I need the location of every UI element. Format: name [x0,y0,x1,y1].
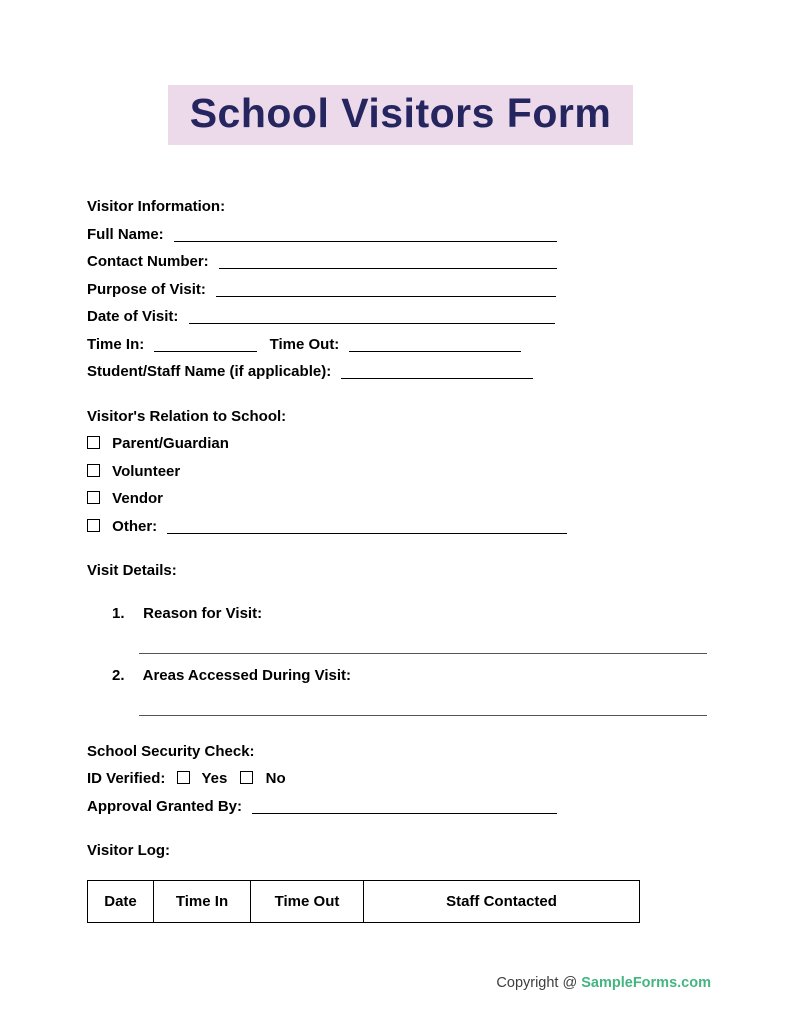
time-in-blank-line[interactable] [154,350,257,352]
student-staff-row [87,358,711,386]
form-content [87,193,711,923]
time-row [87,331,711,359]
purpose-of-visit-row [87,276,711,304]
footer [496,975,711,991]
column-header-date: Date [88,880,154,922]
id-verified-label: ID Verified: [87,770,166,787]
reason-for-visit-label: Reason for Visit: [143,604,263,622]
column-header-time-in: Time In [154,880,251,922]
id-verified-yes-checkbox-icon[interactable] [177,771,190,784]
id-verified-row [87,765,711,793]
date-of-visit-blank-line[interactable] [189,322,555,324]
purpose-of-visit-label: Purpose of Visit: [87,280,206,298]
id-verified-yes-label: Yes [201,770,228,787]
relation-option-volunteer [87,458,711,486]
full-name-blank-line[interactable] [174,240,557,242]
volunteer-label: Volunteer [112,462,181,480]
full-name-row [87,221,711,249]
item-1-number: 1. [112,604,125,622]
areas-accessed-label: Areas Accessed During Visit: [142,666,352,684]
other-label: Other: [112,517,158,535]
areas-accessed-blank-line[interactable] [139,714,707,716]
reason-for-visit-blank-line[interactable] [139,652,707,654]
page-title: School Visitors Form [168,85,634,145]
title-section [0,85,801,145]
student-staff-blank-line[interactable] [341,377,533,379]
id-verified-no-label: No [265,770,286,787]
approval-granted-label: Approval Granted By: [87,797,243,815]
date-of-visit-row [87,303,711,331]
time-out-blank-line[interactable] [349,350,521,352]
approval-granted-blank-line[interactable] [252,812,557,814]
approval-row [87,793,711,821]
visit-details-item-2 [87,662,711,690]
full-name-label: Full Name: [87,225,164,243]
visitor-log-table [87,880,640,923]
id-verified-no-checkbox-icon[interactable] [240,771,253,784]
relation-heading: Visitor's Relation to School: [87,407,287,425]
purpose-of-visit-blank-line[interactable] [216,295,556,297]
student-staff-label: Student/Staff Name (if applicable): [87,363,332,380]
sampleforms-link[interactable]: SampleForms.com [581,975,711,991]
relation-option-other [87,513,711,541]
security-heading: School Security Check: [87,742,255,760]
contact-number-row [87,248,711,276]
vendor-label: Vendor [112,490,164,507]
visitor-log-heading: Visitor Log: [87,842,171,859]
parent-guardian-checkbox-icon[interactable] [87,436,100,449]
vendor-checkbox-icon[interactable] [87,491,100,504]
visitor-log-header-row [88,880,640,922]
contact-number-label: Contact Number: [87,253,209,270]
time-in-label: Time In: [87,335,145,353]
visit-details-item-1 [87,600,711,628]
date-of-visit-label: Date of Visit: [87,308,179,325]
other-checkbox-icon[interactable] [87,519,100,532]
relation-option-vendor [87,485,711,513]
column-header-time-out: Time Out [251,880,364,922]
item-2-number: 2. [112,666,125,684]
parent-guardian-label: Parent/Guardian [112,435,229,452]
column-header-staff-contacted: Staff Contacted [364,880,640,922]
visitor-information-heading: Visitor Information: [87,198,226,215]
other-blank-line[interactable] [167,532,567,534]
copyright-text: Copyright @ [496,975,578,991]
contact-number-blank-line[interactable] [219,267,557,269]
relation-option-parent [87,430,711,458]
time-out-label: Time Out: [269,335,340,353]
visit-details-heading: Visit Details: [87,562,177,579]
volunteer-checkbox-icon[interactable] [87,464,100,477]
